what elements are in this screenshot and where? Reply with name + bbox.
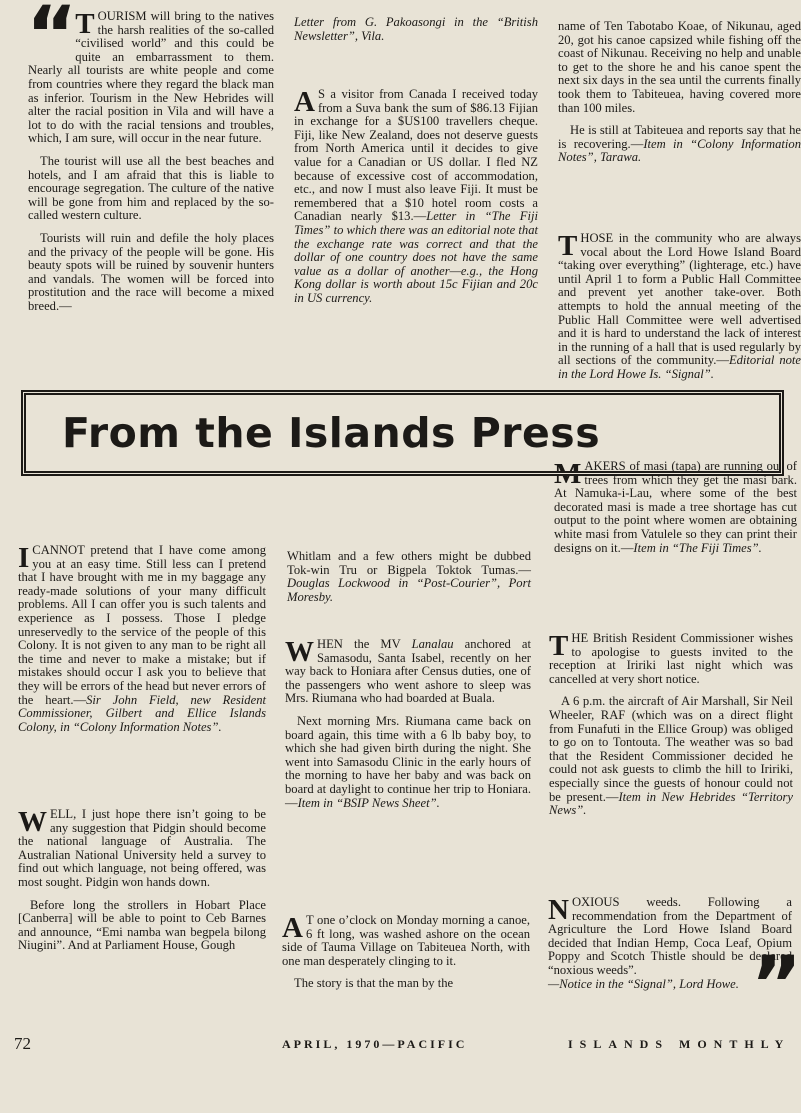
article-text: OURISM will bring to the natives the harsh realities of the so-called “civilised world” and this could be quite an embarrassment to them. Nearly all tourists are white people and come from countries where they regard the black man as inferior. Tourism in the New Hebrides will alter the racial position in Vila and will have a lot to do with the racial tensions and troubles, which, I am sure, will occur in the near future. <box>28 9 274 146</box>
article-noxious-weeds <box>548 894 796 1031</box>
close-quote-mark: ” <box>750 940 796 1031</box>
dropcap: W <box>285 636 314 668</box>
article-visitor <box>294 88 538 315</box>
article-source: Item in “BSIP News Sheet”. <box>297 795 440 810</box>
article-pidgin-continued <box>287 550 531 613</box>
article-text: CANNOT pretend that I have come among you at an easy time. Still less can I pretend that I have brought with me in my baggage any ready-made solutions of your many difficult problems. All I can offer you is such talents and experience as I possess. Those I pledge unreservedly to the service of the people of this Colony. It is not given to any man to be right all the time and never to make a mistake; but if mistakes should occur I ask you to believe that they will be errors of the head but never errors of the heart.— <box>18 543 266 707</box>
article-source: Douglas Lockwood in “Post-Courier”, Port Moresby. <box>287 576 531 604</box>
article-source: Letter in “The Fiji Times” to which there was an editorial note that the exchange rate was correct and that the dollar of one country does not have the same value as a dollar of another—e.g., the Hong Kong dollar is worth about 15c Fijian and 20c in US currency. <box>294 209 538 305</box>
dropcap: I <box>18 542 30 574</box>
article-source: Sir John Field, new Resident Commissioner, Gilbert and Ellice Islands Colony, in “Colony Information Notes”. <box>18 692 266 734</box>
article-text: S a visitor from Canada I received today from a Suva bank the sum of $86.13 Fijian in exchange for a $US100 travellers cheque. Fiji, like New Zealand, does not deserve guests from North America until it decides to give value for a Canadian or US dollar. I fled NZ because of excessive cost of accommodation, etc., and now I must also leave Fiji. It must be remembered that a $10 hotel room costs a Canadian nearly $13.— <box>294 87 538 224</box>
dropcap: M <box>554 458 582 490</box>
article-text: OXIOUS weeds. Following a recommendation from the Department of Agriculture the Lord Howe Island Board decided that Indian Hemp, Coca Leaf, Opium Poppy and Scotch Thistle should be declared “noxious weeds”. <box>548 895 792 977</box>
article-lanalau <box>285 638 531 819</box>
article-text: ELL, I just hope there isn’t going to be any suggestion that Pidgin should become the national language of Australia. The Australian National University held a survey to find out which language, not being offered, was most sought. Pidgin won hands down. <box>18 807 266 889</box>
dropcap: W <box>18 806 47 838</box>
article-masi <box>554 460 797 564</box>
article-paragraph: The tourist will use all the best beaches and hotels, and I am afraid that this is liable to encourage segregation. The culture of the native will be gone from him and replaced by the so-called western culture. <box>28 153 274 223</box>
dropcap: T <box>75 8 95 40</box>
article-tourism-source <box>294 16 538 52</box>
article-canoe <box>282 914 530 1000</box>
article-pidgin <box>18 808 266 962</box>
article-paragraph: Before long the strollers in Hobart Place [Canberra] will be able to point to Ceb Barnes and announce, “Emi namba wan begpela bilong Niugini”. And at Parliament House, Gough <box>18 897 266 953</box>
ship-name: Lanalau <box>411 637 454 651</box>
article-paragraph: The story is that the man by the <box>294 976 454 991</box>
article-source: Item in New Hebrides “Territory News”. <box>549 789 793 818</box>
article-source: —Notice in the “Signal”, Lord Howe. <box>548 976 739 991</box>
article-text: HEN the MV <box>317 637 412 651</box>
article-text: Whitlam and a few others might be dubbed Tok-win Tru or Bigpela Toktok Tumas.— <box>287 549 531 577</box>
article-text: T one o’clock on Monday morning a canoe, 6 ft long, was washed ashore on the ocean side of Tauma Village on Tabiteuea North, with one man desperately clinging to it. <box>282 913 530 968</box>
footer-running-text: APRIL, 1970—PACIFIC <box>282 1037 468 1051</box>
article-text: HE British Resident Commissioner wishes to apologise to guests invited to the reception at Iririki last night which was cancelled at very short notice. <box>549 631 793 686</box>
section-title: From the Islands Press <box>62 409 601 457</box>
article-text: HOSE in the community who are always vocal about the Lord Howe Island Board “taking over everything” (lighterage, etc.) have until April 1 to form a Public Hall Committee and prevent yet another take-over. Both attempts to hold the annual meeting of the Public Hall Committee were well advertised and it is hard to understand the lack of interest in the running of a hall that is used regularly by all sections of the community.— <box>558 231 801 368</box>
article-canoe-continued <box>558 20 801 174</box>
page-number: 72 <box>14 1034 31 1053</box>
dropcap: N <box>548 894 569 926</box>
section-title-box <box>24 393 781 473</box>
dropcap: A <box>294 86 315 118</box>
article-tourism <box>26 0 274 322</box>
footer-magazine-name: ISLANDS MONTHLY <box>568 1037 791 1051</box>
article-text: A 6 p.m. the aircraft of Air Marshall, Sir Neil Wheeler, RAF (which was on a direct flight from Funafuti in the Ellice Group) was obliged to go on to Tontouta. The weather was so bad that the Resident Commissioner decided he could not ask guests to climb the hill to Iririki, especially since the guests of honour could not be present.— <box>549 694 793 804</box>
article-source: Item in “Colony Information Notes”, Tarawa. <box>558 136 801 165</box>
article-text: name of Ten Tabotabo Koae, of Nikunau, aged 20, got his canoe capsized while fishing off the coast of Nikunau. Receiving no help and unable to get to the shore he and his canoe spent the next six days in the sea until the currents finally took them to Tabiteuea, having covered more than 100 miles. <box>558 19 801 115</box>
article-text: anchored at Samasodu, Santa Isabel, recently on her way back to Honiara after Census duties, one of the passengers who went ashore to sleep was Mrs. Riumana who had boarded at Buala. <box>285 637 531 706</box>
article-source: Item in “The Fiji Times”. <box>633 540 762 555</box>
article-text: Next morning Mrs. Riumana came back on board again, this time with a 6 lb baby boy, to which she had given birth during the night. She went into Samasodu Clinic in the early hours of the morning to have her baby and was back on board at daylight to continue her trip to Honiara. — <box>285 713 531 810</box>
article-source: Editorial note in the Lord Howe Is. “Signal”. <box>558 353 801 381</box>
article-john-field <box>18 544 266 743</box>
article-paragraph: Tourists will ruin and defile the holy places and the privacy of the people will be gone. His beauty spots will be ruined by souvenir hunters and vandals. The women will be forced into prostitution and the race will become a mixed breed.— <box>28 230 274 313</box>
article-text: AKERS of masi (tapa) are running out of trees from which they get the masi bark. At Namuka-i-Lau, where some of the best decorated masi is made a tree shortage has cut output to the point where women are obtaining white masi from Vatulele so they can print their designs on it.— <box>554 459 797 555</box>
open-quote-mark: “ <box>26 0 72 81</box>
article-lord-howe-hall <box>558 232 801 391</box>
article-source: Letter from G. Pakoasongi in the “British Newsletter”, Vila. <box>294 15 538 43</box>
dropcap: T <box>549 630 569 662</box>
article-resident-commissioner <box>549 632 793 827</box>
article-text: He is still at Tabiteuea and reports say that he is recovering.— <box>558 123 801 151</box>
dropcap: T <box>558 230 578 262</box>
dropcap: A <box>282 912 303 944</box>
